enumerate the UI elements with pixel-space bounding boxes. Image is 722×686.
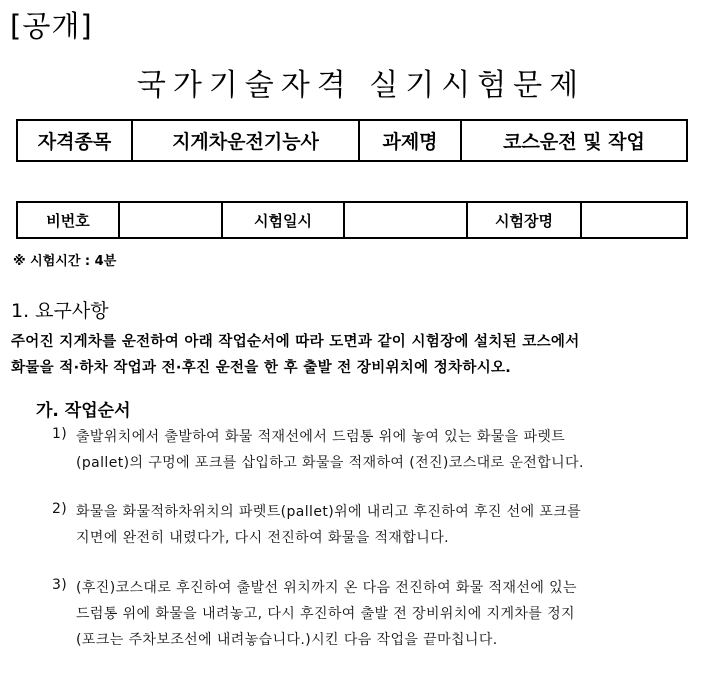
step-line: 드럼통 위에 화물을 내려놓고, 다시 후진하여 출발 전 장비위치에 지게차를 정지 [76,606,575,622]
step-line: (pallet)의 구멍에 포크를 삽입하고 화물을 적재하여 (전진)코스대로 운전합니다. [76,455,584,471]
public-tag: [공개] [10,9,93,43]
step-line: 출발위치에서 출발하여 화물 적재선에서 드럼통 위에 놓여 있는 화물을 파렛트 [76,429,566,445]
qualification-label: 자격종목 [17,120,132,161]
task-value: 코스운전 및 작업 [461,120,687,161]
qualification-value: 지게차운전기능사 [132,120,359,161]
step-number: 3) [52,577,68,593]
step-line: (후진)코스대로 후진하여 출발선 위치까지 온 다음 전진하여 화물 적재선에 있는 [76,580,577,596]
step-line: 지면에 완전히 내렸다가, 다시 전진하여 화물을 적재합니다. [76,530,449,546]
requirement-line-1: 주어진 지게차를 운전하여 아래 작업순서에 따라 도면과 같이 시험장에 설치된 코스에서 [11,334,580,350]
subsection-heading: 가. 작업순서 [36,401,131,421]
step-number: 1) [52,426,68,442]
exam-info-table [16,201,688,239]
exam-site-label: 시험장명 [467,202,581,238]
requirement-line-2: 화물을 적·하차 작업과 전·후진 운전을 한 후 출발 전 장비위치에 정차하시오. [11,360,512,376]
step-number: 2) [52,501,68,517]
task-label: 과제명 [359,120,461,161]
qualification-table [16,119,688,162]
exam-date-value [344,202,467,238]
exam-date-label: 시험일시 [222,202,344,238]
exam-site-value [581,202,687,238]
section-heading: 1. 요구사항 [11,300,109,322]
step-line: 화물을 화물적하차위치의 파렛트(pallet)위에 내리고 후진하여 후진 선에 포크를 [76,504,582,520]
document-title: 국가기술자격 실기시험문제 [136,68,586,103]
step-line: (포크는 주차보조선에 내려놓습니다.)시킨 다음 작업을 끝마칩니다. [76,632,498,648]
seat-number-value [119,202,222,238]
time-limit-note: ※ 시험시간 : 4분 [13,254,117,269]
seat-number-label: 비번호 [17,202,119,238]
